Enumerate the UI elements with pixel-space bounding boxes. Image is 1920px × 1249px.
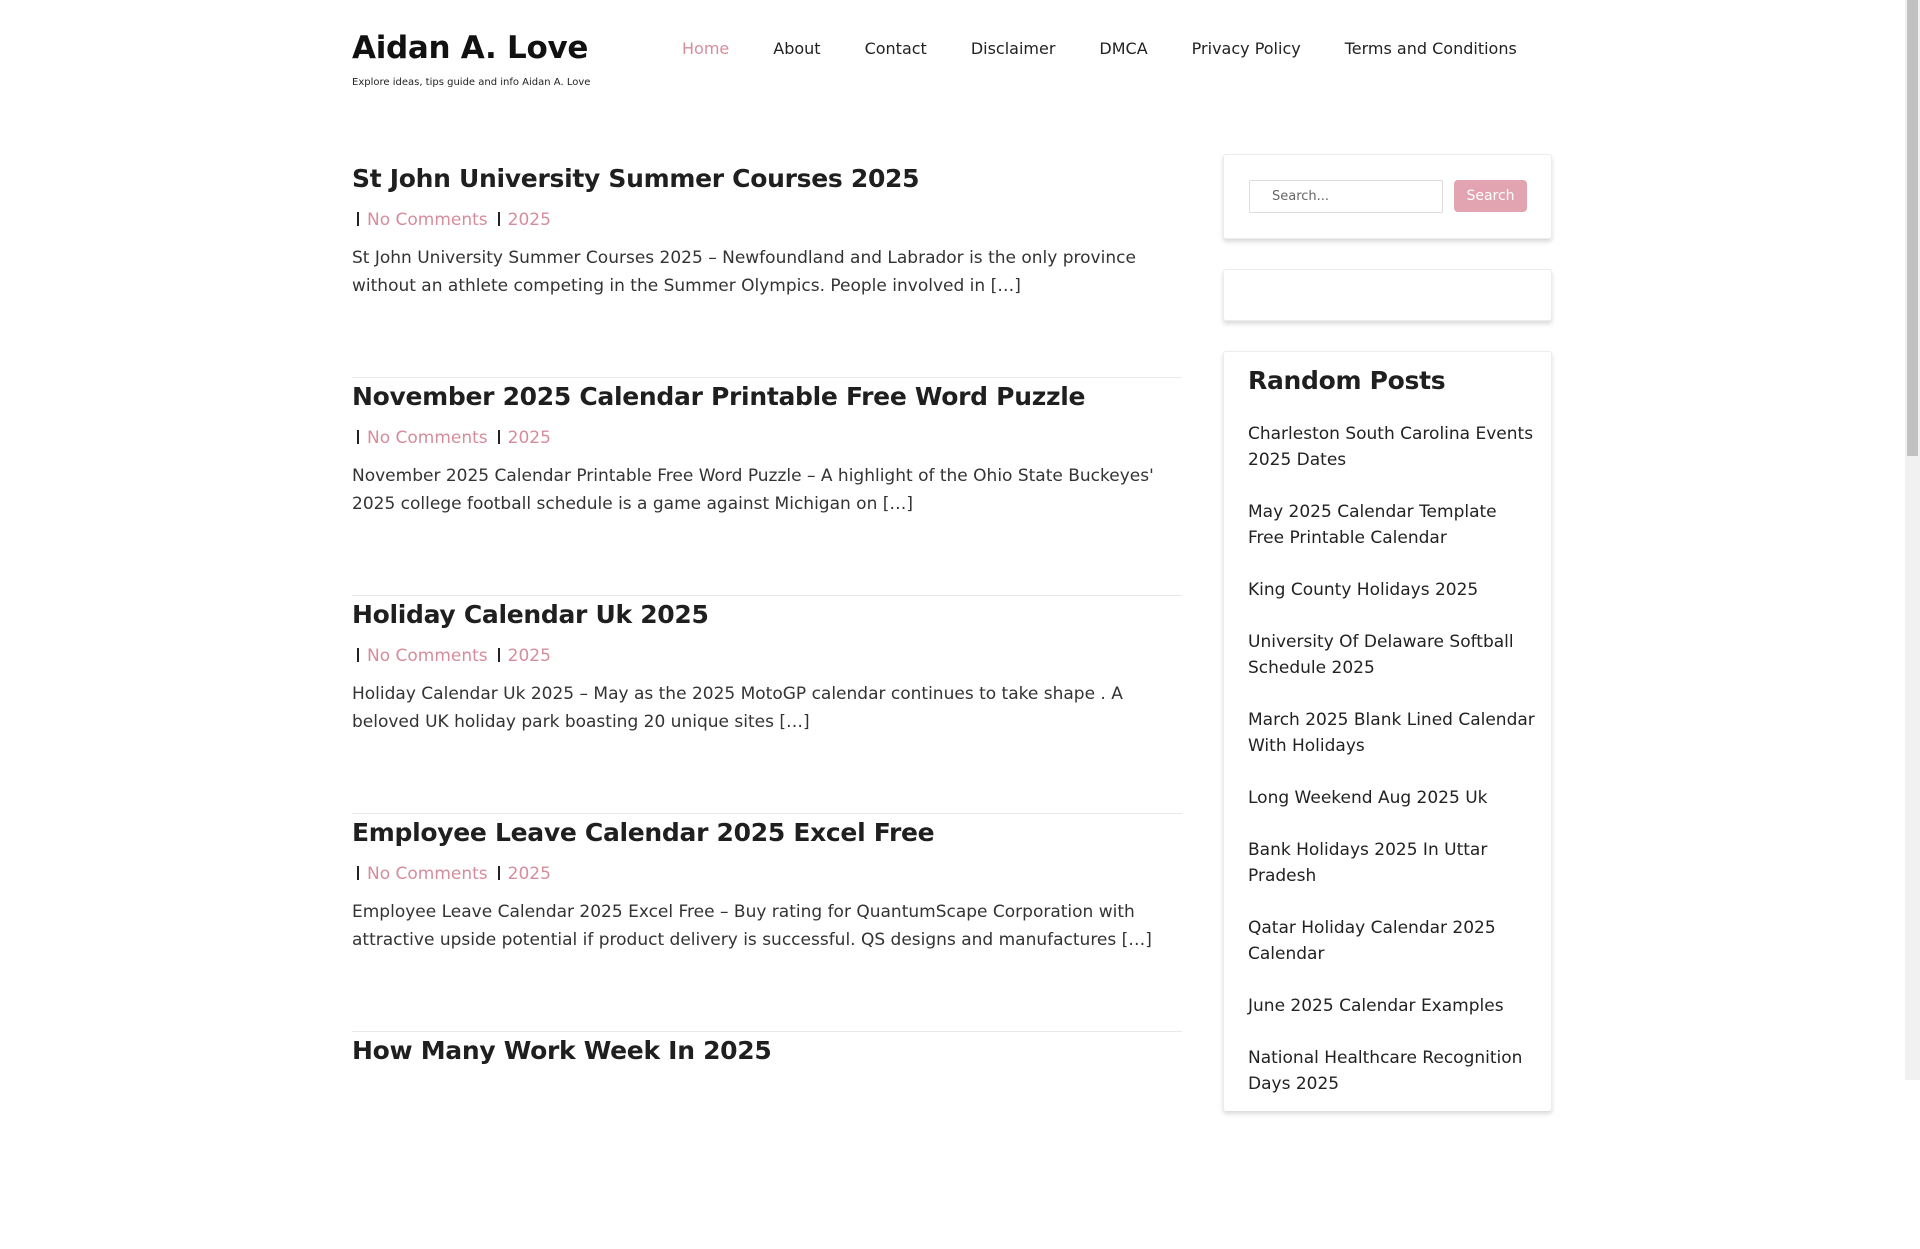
nav-item-about[interactable]: About: [773, 39, 821, 58]
page-scrollbar[interactable]: [1905, 0, 1920, 1080]
search-button[interactable]: Search: [1454, 180, 1527, 212]
meta-separator: [357, 866, 359, 880]
random-post-link[interactable]: Long Weekend Aug 2025 Uk: [1248, 788, 1488, 808]
post-item: [352, 596, 1182, 814]
site-title[interactable]: Aidan A. Love: [352, 30, 589, 66]
post-comments-link[interactable]: No Comments: [367, 428, 488, 448]
post-meta: [352, 864, 551, 884]
random-post-link[interactable]: University Of Delaware Softball Schedule 2025: [1248, 632, 1514, 678]
post-item: [352, 160, 1182, 378]
post-category-link[interactable]: 2025: [507, 646, 551, 666]
random-post-link[interactable]: May 2025 Calendar Template Free Printable Calendar: [1248, 502, 1497, 548]
nav-item-privacy-policy[interactable]: Privacy Policy: [1191, 39, 1301, 58]
nav-item-home[interactable]: Home: [682, 39, 730, 58]
post-excerpt: November 2025 Calendar Printable Free Word Puzzle – A highlight of the Ohio State Buckeyes' 2025 college football schedule is a game against Michigan on […]: [352, 466, 1154, 514]
site-tagline: Explore ideas, tips guide and info Aidan A. Love: [352, 77, 591, 88]
nav-item-dmca[interactable]: DMCA: [1099, 39, 1148, 58]
meta-separator: [498, 866, 500, 880]
post-title[interactable]: Holiday Calendar Uk 2025: [352, 600, 709, 629]
search-widget: [1223, 154, 1552, 239]
random-post-link[interactable]: June 2025 Calendar Examples: [1248, 996, 1504, 1016]
sidebar: [1223, 154, 1552, 1111]
meta-separator: [498, 430, 500, 444]
post-item: [352, 814, 1182, 1032]
meta-separator: [498, 648, 500, 662]
main-nav: [682, 39, 1517, 63]
meta-separator: [357, 212, 359, 226]
random-posts-list: [1248, 421, 1538, 1111]
meta-separator: [357, 430, 359, 444]
site-header: [352, 30, 1552, 100]
meta-separator: [498, 212, 500, 226]
random-post-link[interactable]: Qatar Holiday Calendar 2025 Calendar: [1248, 918, 1496, 964]
post-list: [352, 160, 1182, 1249]
post-category-link[interactable]: 2025: [507, 210, 551, 230]
post-item: [352, 1032, 1182, 1249]
post-title[interactable]: St John University Summer Courses 2025: [352, 164, 920, 193]
random-posts-title: Random Posts: [1248, 366, 1446, 395]
post-meta: [352, 210, 551, 230]
random-post-link[interactable]: March 2025 Blank Lined Calendar With Holidays: [1248, 710, 1535, 756]
random-post-link[interactable]: National Healthcare Recognition Days 2025: [1248, 1048, 1523, 1094]
random-posts-widget: [1223, 351, 1552, 1111]
post-item: [352, 378, 1182, 596]
meta-separator: [357, 648, 359, 662]
post-meta: [352, 646, 551, 666]
search-input[interactable]: [1249, 180, 1443, 213]
nav-item-disclaimer[interactable]: Disclaimer: [970, 39, 1056, 58]
post-excerpt: St John University Summer Courses 2025 – Newfoundland and Labrador is the only province without an athlete competing in the Summer Olympics. People involved in […]: [352, 248, 1136, 296]
random-post-link[interactable]: King County Holidays 2025: [1248, 580, 1479, 600]
post-meta: [352, 428, 551, 448]
post-excerpt: Employee Leave Calendar 2025 Excel Free – Buy rating for QuantumScape Corporation with attractive upside potential if product delivery is successful. QS designs and manufactures […]: [352, 902, 1152, 950]
post-excerpt: Holiday Calendar Uk 2025 – May as the 2025 MotoGP calendar continues to take shape . A beloved UK holiday park boasting 20 unique sites […]: [352, 684, 1123, 732]
post-comments-link[interactable]: No Comments: [367, 646, 488, 666]
post-title[interactable]: Employee Leave Calendar 2025 Excel Free: [352, 818, 935, 847]
nav-item-contact[interactable]: Contact: [864, 39, 927, 58]
scrollbar-thumb[interactable]: [1907, 0, 1918, 456]
post-title[interactable]: How Many Work Week In 2025: [352, 1036, 772, 1065]
post-category-link[interactable]: 2025: [507, 428, 551, 448]
empty-widget: [1223, 269, 1552, 321]
post-comments-link[interactable]: No Comments: [367, 864, 488, 884]
post-comments-link[interactable]: No Comments: [367, 210, 488, 230]
random-post-link[interactable]: Bank Holidays 2025 In Uttar Pradesh: [1248, 840, 1488, 886]
post-title[interactable]: November 2025 Calendar Printable Free Word Puzzle: [352, 382, 1086, 411]
nav-item-terms-and-conditions[interactable]: Terms and Conditions: [1344, 39, 1517, 58]
post-category-link[interactable]: 2025: [507, 864, 551, 884]
random-post-link[interactable]: Charleston South Carolina Events 2025 Dates: [1248, 424, 1534, 470]
